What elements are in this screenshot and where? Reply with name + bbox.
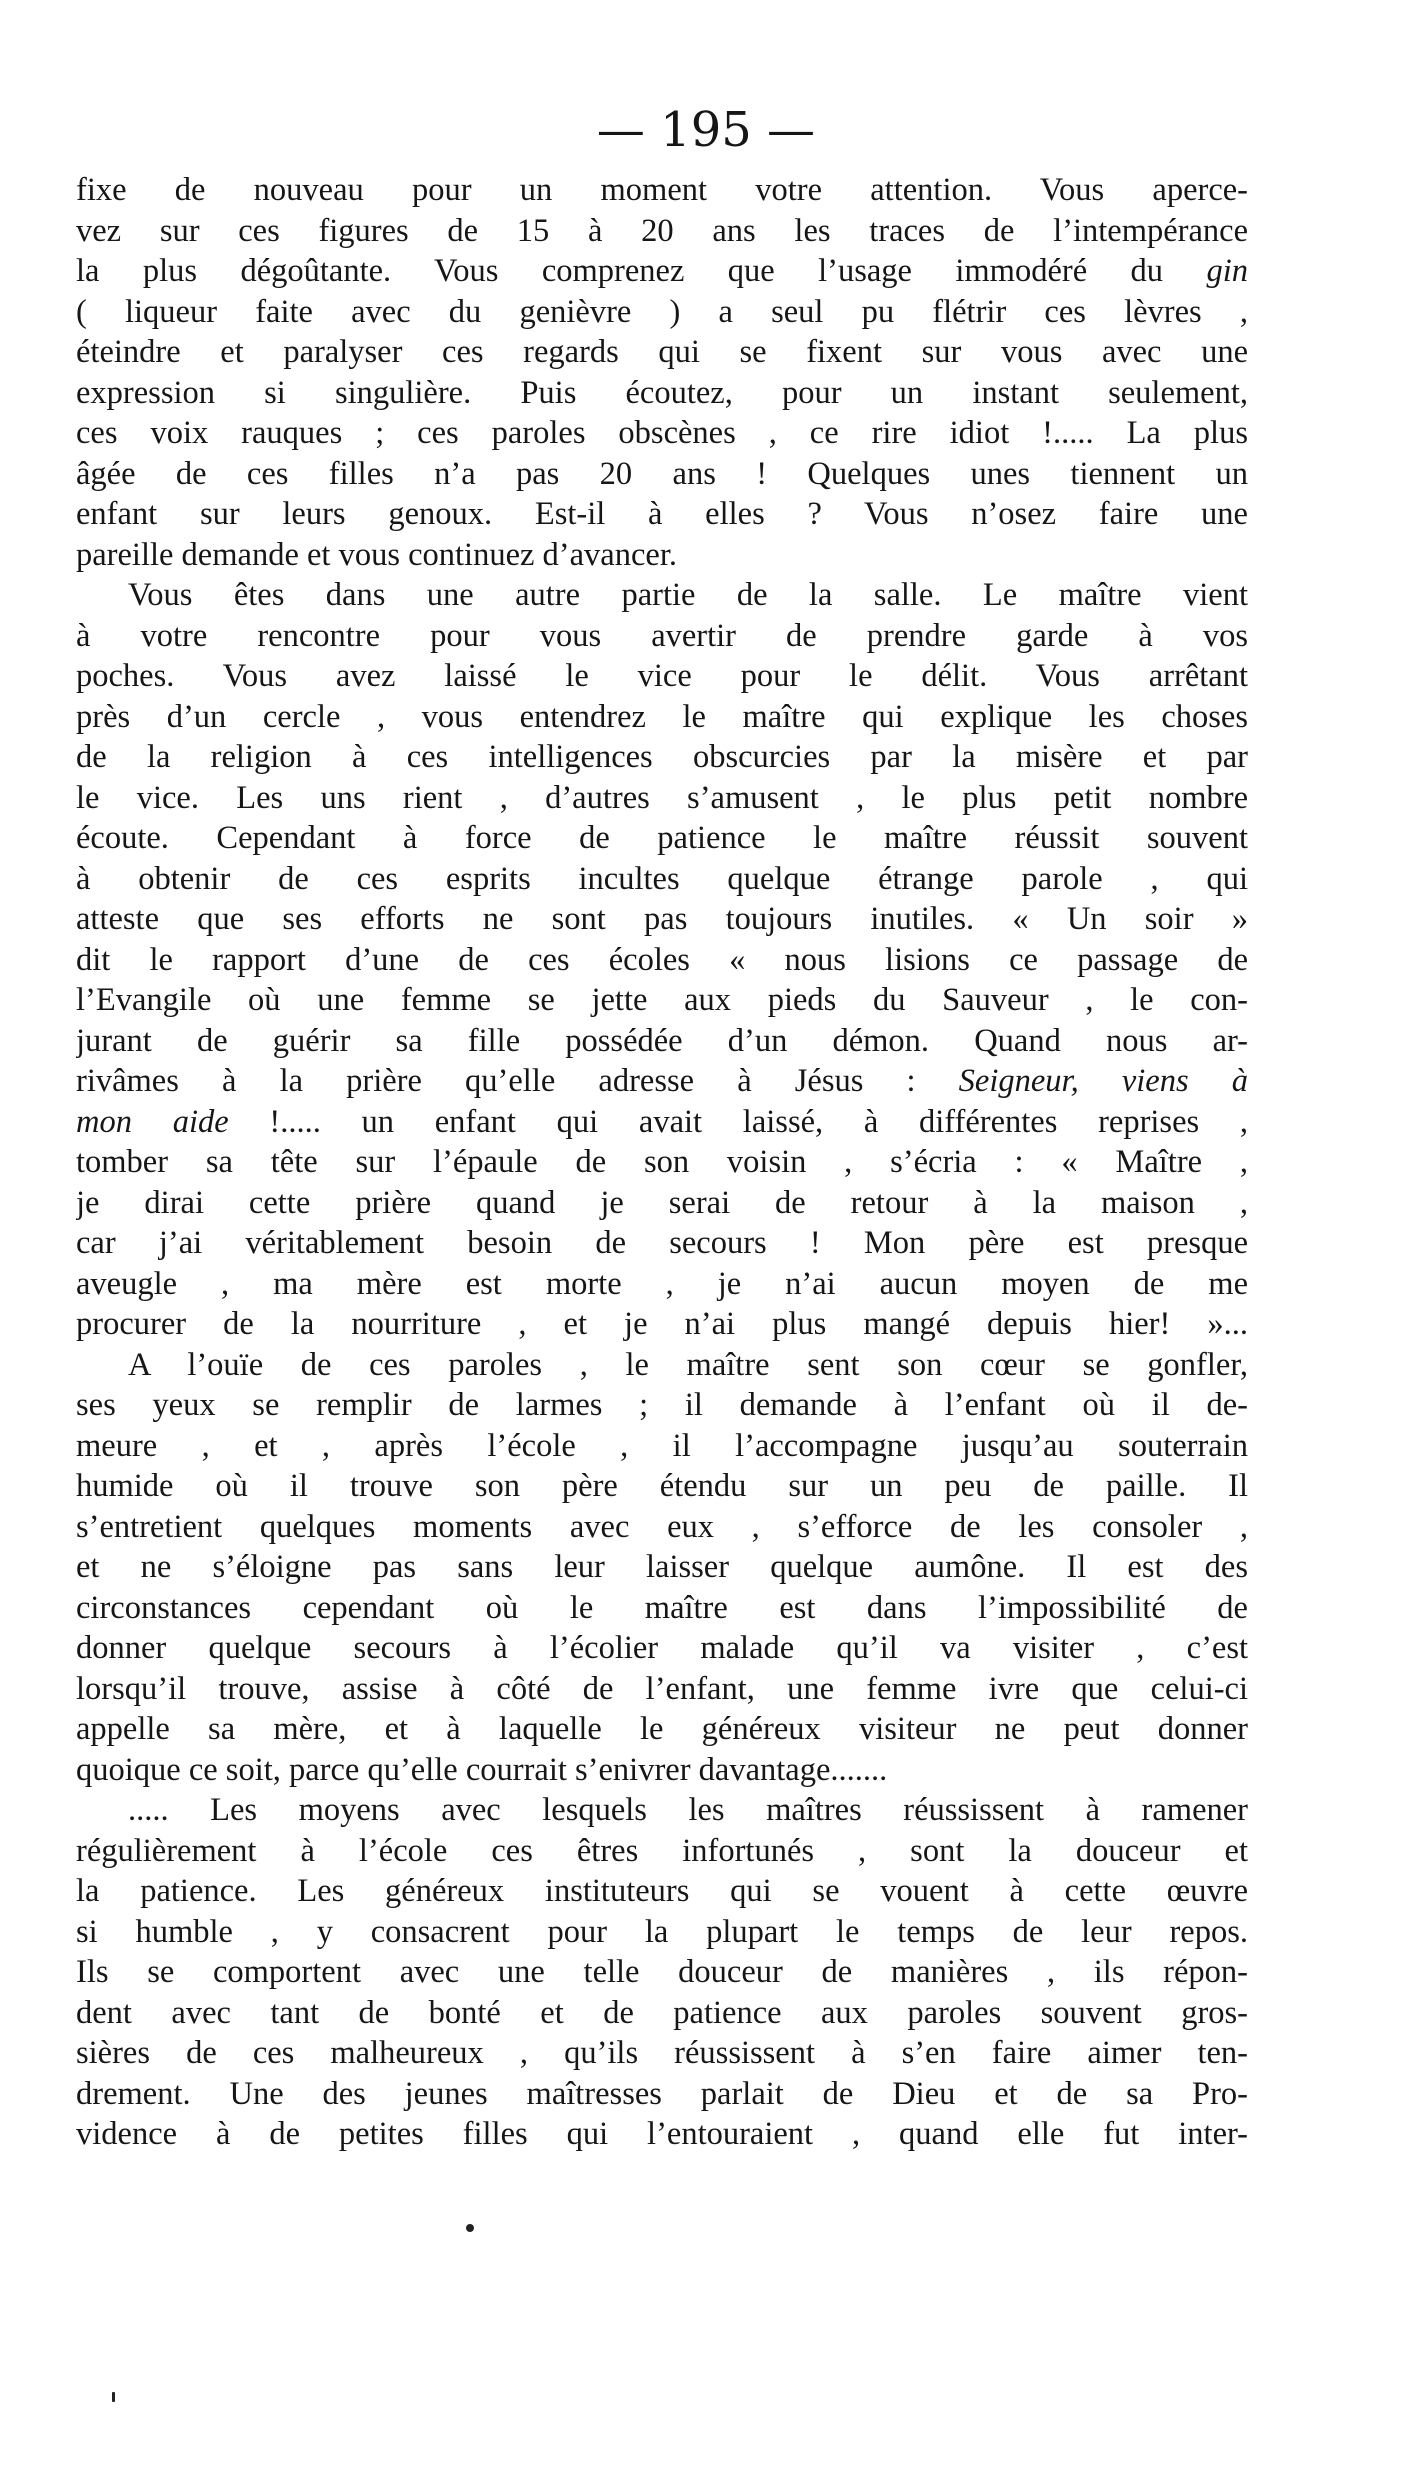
text-run: régulièrement à l’école ces êtres infortunés , sont la douceur et bbox=[76, 1832, 1248, 1869]
text-run: appelle sa mère, et à laquelle le généreux visiteur ne peut donner bbox=[76, 1711, 1248, 1747]
text-run: l’Evangile où une femme se jette aux pieds du Sauveur , le con- bbox=[76, 982, 1248, 1018]
text-run: dent avec tant de bonté et de patience aux paroles souvent gros- bbox=[76, 1994, 1248, 2031]
text-line bbox=[76, 899, 1248, 940]
text-run: la plus dégoûtante. Vous comprenez que l’usage immodéré du bbox=[76, 253, 1207, 289]
text-run: poches. Vous avez laissé le vice pour le délit. Vous arrêtant bbox=[76, 658, 1248, 694]
text-line bbox=[76, 1223, 1248, 1264]
ink-speck bbox=[466, 2224, 474, 2232]
text-line bbox=[76, 737, 1248, 778]
text-run: tomber sa tête sur l’épaule de son voisin , s’écria : « Maître , bbox=[76, 1144, 1248, 1180]
text-run: lorsqu’il trouve, assise à côté de l’enfant, une femme ivre que celui-ci bbox=[76, 1670, 1248, 1707]
text-line bbox=[76, 211, 1248, 252]
page-number: — 195 — bbox=[596, 102, 816, 158]
text-run: si humble , y consacrent pour la plupart le temps de leur repos. bbox=[76, 1913, 1248, 1950]
text-line bbox=[76, 1871, 1248, 1912]
text-run: ses yeux se remplir de larmes ; il demande à l’enfant où il de- bbox=[76, 1387, 1248, 1423]
text-line bbox=[76, 818, 1248, 859]
text-run: car j’ai véritablement besoin de secours ! Mon père est presque bbox=[76, 1225, 1248, 1261]
ink-speck bbox=[112, 2392, 115, 2402]
text-line bbox=[76, 1304, 1248, 1345]
text-line bbox=[76, 1790, 1248, 1831]
text-line bbox=[76, 2074, 1248, 2115]
text-line bbox=[76, 980, 1248, 1021]
text-line bbox=[76, 1264, 1248, 1305]
text-line bbox=[76, 494, 1248, 535]
text-run: humide où il trouve son père étendu sur un peu de paille. Il bbox=[76, 1468, 1248, 1504]
text-run: fixe de nouveau pour un moment votre attention. Vous aperce- bbox=[76, 172, 1248, 208]
text-run: je dirai cette prière quand je serai de retour à la maison , bbox=[76, 1184, 1248, 1221]
text-line bbox=[76, 332, 1248, 373]
text-run: près d’un cercle , vous entendrez le maître qui explique les choses bbox=[76, 698, 1248, 735]
italic-run: Seigneur, viens à bbox=[958, 1063, 1248, 1099]
text-run: le vice. Les uns rient , d’autres s’amusent , le plus petit nombre bbox=[76, 779, 1248, 816]
text-run: A l’ouïe de ces paroles , le maître sent son cœur se gonfler, bbox=[128, 1346, 1248, 1383]
text-run: ces voix rauques ; ces paroles obscènes , ce rire idiot !..... La plus bbox=[76, 415, 1248, 451]
text-line bbox=[76, 697, 1248, 738]
text-line bbox=[76, 535, 1248, 576]
text-run: drement. Une des jeunes maîtresses parlait de Dieu et de sa Pro- bbox=[76, 2075, 1248, 2112]
text-run: atteste que ses efforts ne sont pas toujours inutiles. « Un soir » bbox=[76, 901, 1248, 937]
text-line bbox=[76, 778, 1248, 819]
text-run: procurer de la nourriture , et je n’ai plus mangé depuis hier! »... bbox=[76, 1306, 1248, 1342]
text-run: s’entretient quelques moments avec eux , s’efforce de les consoler , bbox=[76, 1508, 1248, 1545]
text-run: ( liqueur faite avec du genièvre ) a seul pu flétrir ces lèvres , bbox=[76, 293, 1248, 330]
text-line bbox=[76, 1912, 1248, 1953]
text-line bbox=[76, 616, 1248, 657]
text-run: âgée de ces filles n’a pas 20 ans ! Quelques unes tiennent un bbox=[76, 455, 1248, 492]
text-run: à votre rencontre pour vous avertir de prendre garde à vos bbox=[76, 617, 1248, 654]
text-run: écoute. Cependant à force de patience le maître réussit souvent bbox=[76, 820, 1248, 856]
text-line bbox=[76, 251, 1248, 292]
text-line bbox=[76, 859, 1248, 900]
text-line bbox=[76, 1709, 1248, 1750]
text-run: de la religion à ces intelligences obscurcies par la misère et par bbox=[76, 739, 1248, 775]
text-run: sières de ces malheureux , qu’ils réussissent à s’en faire aimer ten- bbox=[76, 2035, 1248, 2071]
text-line bbox=[76, 1183, 1248, 1224]
text-run: éteindre et paralyser ces regards qui se fixent sur vous avec une bbox=[76, 334, 1248, 370]
text-run: Ils se comportent avec une telle douceur de manières , ils répon- bbox=[76, 1954, 1248, 1990]
text-run: quoique ce soit, parce qu’elle courrait s’enivrer davantage....... bbox=[76, 1751, 888, 1788]
text-run: ..... Les moyens avec lesquels les maîtres réussissent à ramener bbox=[128, 1792, 1248, 1828]
text-run: !..... un enfant qui avait laissé, à différentes reprises , bbox=[228, 1103, 1248, 1140]
text-line bbox=[76, 413, 1248, 454]
text-run: enfant sur leurs genoux. Est-il à elles ? Vous n’osez faire une bbox=[76, 496, 1248, 532]
text-line bbox=[76, 1750, 1248, 1791]
text-line bbox=[76, 940, 1248, 981]
text-line bbox=[76, 1345, 1248, 1386]
text-line bbox=[76, 1831, 1248, 1872]
text-line bbox=[76, 1142, 1248, 1183]
text-run: circonstances cependant où le maître est dans l’impossibilité de bbox=[76, 1589, 1248, 1626]
text-run: expression si singulière. Puis écoutez, pour un instant seulement, bbox=[76, 374, 1248, 411]
italic-run: mon aide bbox=[76, 1103, 229, 1140]
text-line bbox=[76, 1466, 1248, 1507]
text-line bbox=[76, 1507, 1248, 1548]
text-line bbox=[76, 373, 1248, 414]
text-line bbox=[76, 1061, 1248, 1102]
text-run: dit le rapport d’une de ces écoles « nous lisions ce passage de bbox=[76, 941, 1248, 978]
text-run: meure , et , après l’école , il l’accompagne jusqu’au souterrain bbox=[76, 1427, 1248, 1464]
text-run: pareille demande et vous continuez d’avancer. bbox=[76, 536, 677, 573]
text-line bbox=[76, 1993, 1248, 2034]
italic-run: gin bbox=[1206, 253, 1248, 289]
text-line bbox=[76, 1669, 1248, 1710]
text-line bbox=[76, 1102, 1248, 1143]
text-line bbox=[76, 1426, 1248, 1467]
text-line bbox=[76, 1952, 1248, 1993]
text-line bbox=[76, 454, 1248, 495]
text-line bbox=[76, 2114, 1248, 2155]
text-line bbox=[76, 170, 1248, 211]
text-run: jurant de guérir sa fille possédée d’un démon. Quand nous ar- bbox=[76, 1022, 1248, 1059]
text-run: à obtenir de ces esprits incultes quelque étrange parole , qui bbox=[76, 860, 1248, 897]
text-line bbox=[76, 2033, 1248, 2074]
text-line bbox=[76, 292, 1248, 333]
text-run: donner quelque secours à l’écolier malade qu’il va visiter , c’est bbox=[76, 1630, 1248, 1666]
text-run: la patience. Les généreux instituteurs qui se vouent à cette œuvre bbox=[76, 1873, 1248, 1909]
text-run: aveugle , ma mère est morte , je n’ai aucun moyen de me bbox=[76, 1265, 1248, 1302]
text-line bbox=[76, 656, 1248, 697]
text-run: et ne s’éloigne pas sans leur laisser quelque aumône. Il est des bbox=[76, 1549, 1248, 1585]
text-run: Vous êtes dans une autre partie de la salle. Le maître vient bbox=[128, 577, 1248, 613]
text-run: vidence à de petites filles qui l’entouraient , quand elle fut inter- bbox=[76, 2116, 1248, 2152]
body-text bbox=[76, 170, 1248, 2155]
text-line bbox=[76, 575, 1248, 616]
text-line bbox=[76, 1588, 1248, 1629]
text-run: vez sur ces figures de 15 à 20 ans les traces de l’intempérance bbox=[76, 212, 1248, 249]
text-line bbox=[76, 1021, 1248, 1062]
text-line bbox=[76, 1628, 1248, 1669]
text-line bbox=[76, 1385, 1248, 1426]
text-run: rivâmes à la prière qu’elle adresse à Jésus : bbox=[76, 1063, 959, 1099]
text-line bbox=[76, 1547, 1248, 1588]
